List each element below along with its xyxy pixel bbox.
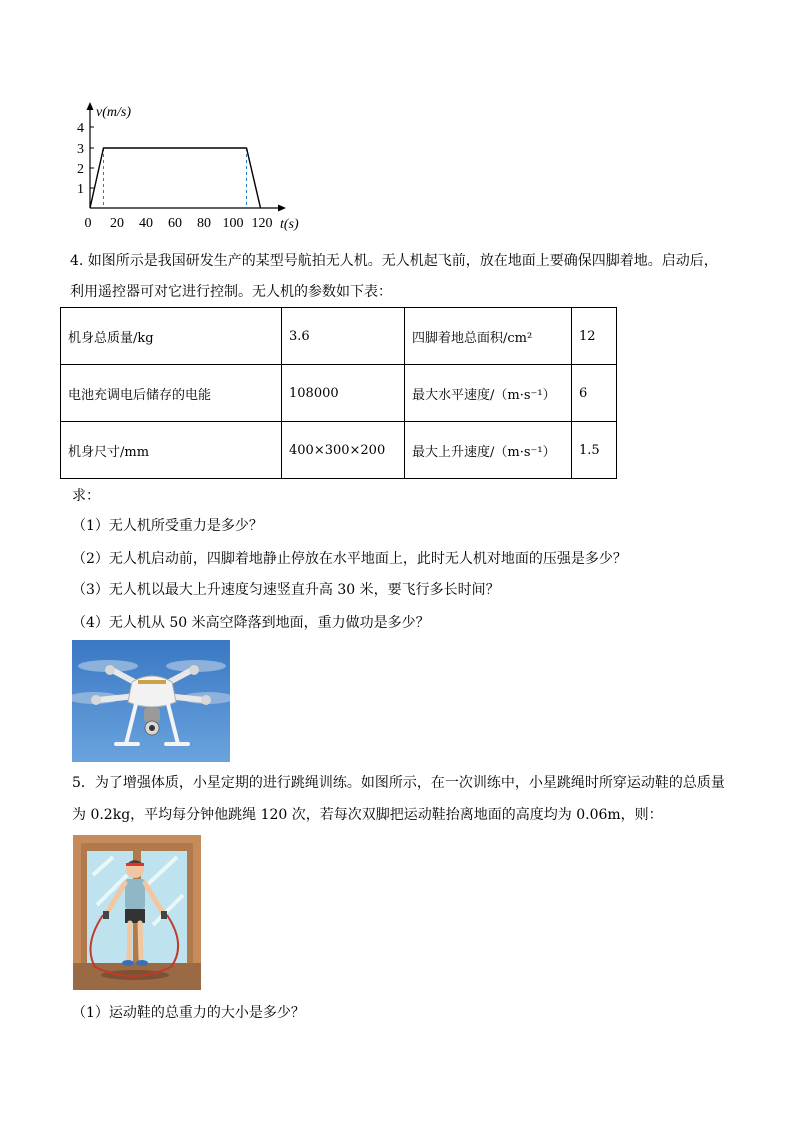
velocity-time-graph — [70, 98, 310, 238]
y-axis-arrow — [87, 102, 94, 110]
q4-sub3: （3）无人机以最大上升速度匀速竖直升高 30 米，要飞行多长时间？ — [72, 582, 500, 598]
x-axis-arrow — [278, 205, 286, 212]
x-tick-80: 80 — [197, 216, 211, 231]
table-cell: 3.6 — [282, 308, 405, 365]
x-tick-40: 40 — [139, 216, 153, 231]
q5-line2: 为 0.2kg，平均每分钟他跳绳 120 次，若每次双脚把运动鞋抬离地面的高度均为 0.06m，则： — [72, 807, 663, 823]
q5-line1: 5．为了增强体质，小星定期的进行跳绳训练。如图所示，在一次训练中，小星跳绳时所穿运动鞋的总质量 — [72, 775, 725, 791]
velocity-line — [90, 148, 261, 208]
table-cell: 电池充调电后储存的电能 — [61, 365, 282, 422]
x-tick-100: 100 — [222, 216, 244, 231]
table-cell: 400×300×200 — [282, 422, 405, 479]
x-axis-label: t(s) — [280, 217, 299, 232]
table-cell: 四脚着地总面积/cm² — [405, 308, 572, 365]
y-axis-label: v(m/s) — [96, 105, 131, 120]
table-cell: 最大上升速度/（m·s⁻¹） — [405, 422, 572, 479]
table-cell: 1.5 — [572, 422, 617, 479]
q4-sub2: （2）无人机启动前，四脚着地静止停放在水平地面上，此时无人机对地面的压强是多少？ — [72, 551, 627, 567]
x-tick-0: 0 — [84, 216, 92, 231]
q4-ask: 求： — [72, 488, 100, 504]
drone-params-table — [60, 307, 617, 479]
y-ticks — [77, 121, 94, 197]
table-row — [61, 365, 617, 422]
drone-photo — [72, 640, 230, 762]
q4-sub1: （1）无人机所受重力是多少？ — [72, 518, 263, 534]
table-cell: 6 — [572, 365, 617, 422]
q4-sub4: （4）无人机从 50 米高空降落到地面，重力做功是多少？ — [72, 615, 430, 631]
y-tick-2: 2 — [77, 162, 84, 177]
y-tick-4: 4 — [77, 121, 84, 136]
table-cell: 机身总质量/kg — [61, 308, 282, 365]
table-cell: 12 — [572, 308, 617, 365]
q4-intro-line2: 利用遥控器可对它进行控制。无人机的参数如下表： — [70, 284, 392, 300]
q4-intro-line1: 4. 如图所示是我国研发生产的某型号航拍无人机。无人机起飞前，放在地面上要确保四脚着地。启动后， — [70, 253, 718, 269]
x-tick-120: 120 — [251, 216, 273, 231]
table-cell: 108000 — [282, 365, 405, 422]
x-ticks — [85, 216, 273, 231]
x-tick-20: 20 — [110, 216, 124, 231]
table-cell: 机身尺寸/mm — [61, 422, 282, 479]
table-row — [61, 308, 617, 365]
table-cell: 最大水平速度/（m·s⁻¹） — [405, 365, 572, 422]
table-row — [61, 422, 617, 479]
q5-sub1: （1）运动鞋的总重力的大小是多少？ — [72, 1005, 305, 1021]
y-tick-3: 3 — [77, 142, 84, 157]
y-tick-1: 1 — [77, 182, 84, 197]
jump-rope-illustration — [73, 835, 201, 990]
x-tick-60: 60 — [168, 216, 182, 231]
